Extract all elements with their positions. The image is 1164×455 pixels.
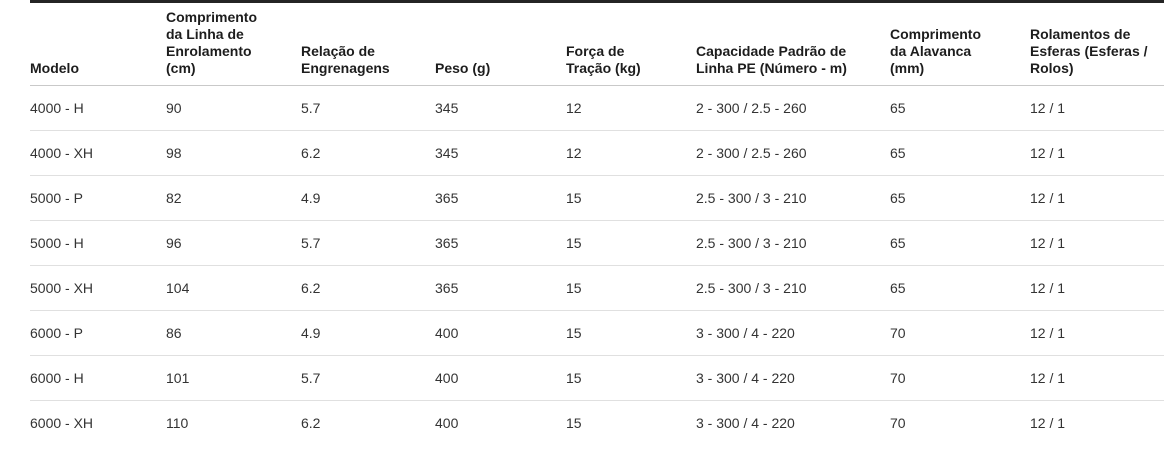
cell: 12 / 1 xyxy=(1030,356,1164,401)
cell: 365 xyxy=(435,266,566,311)
column-header-2: Comprimento da Linha de Enrolamento (cm) xyxy=(166,2,301,86)
cell: 110 xyxy=(166,401,301,446)
model-cell: 4000 - H xyxy=(30,100,84,116)
cell: 82 xyxy=(166,176,301,221)
cell: 15 xyxy=(566,401,696,446)
cell: 345 xyxy=(435,131,566,176)
cell: 400 xyxy=(435,356,566,401)
cell: 12 / 1 xyxy=(1030,131,1164,176)
cell: 12 / 1 xyxy=(1030,311,1164,356)
table-row xyxy=(30,131,1164,176)
cell: 3 - 300 / 4 - 220 xyxy=(696,356,890,401)
cell: 12 xyxy=(566,131,696,176)
model-cell: 5000 - H xyxy=(30,221,166,266)
cell: 6.2 xyxy=(301,131,435,176)
table-row xyxy=(30,221,1164,266)
cell: 70 xyxy=(890,356,1030,401)
model-cell: 6000 - XH xyxy=(30,401,166,446)
cell: 98 xyxy=(166,131,301,176)
cell: 65 xyxy=(890,266,1030,311)
cell: 65 xyxy=(890,176,1030,221)
specs-table-container xyxy=(30,0,1164,445)
column-header-5: Força de Tração (kg) xyxy=(566,2,696,86)
column-header-8: Rolamentos de Esferas (Esferas / Rolos) xyxy=(1030,2,1164,86)
table-row xyxy=(30,176,1164,221)
cell: 96 xyxy=(166,221,301,266)
cell: 12 / 1 xyxy=(1030,176,1164,221)
cell: 15 xyxy=(566,221,696,266)
cell: 5.7 xyxy=(301,356,435,401)
column-header-4: Peso (g) xyxy=(435,2,566,86)
cell: 365 xyxy=(435,176,566,221)
cell: 86 xyxy=(166,311,301,356)
cell: 65 xyxy=(890,100,906,116)
cell: 345 xyxy=(435,100,459,116)
cell: 2 - 300 / 2.5 - 260 xyxy=(696,131,890,176)
cell: 15 xyxy=(566,266,696,311)
table-row xyxy=(30,356,1164,401)
cell: 12 / 1 xyxy=(1030,100,1066,116)
cell: 65 xyxy=(890,131,1030,176)
cell: 15 xyxy=(566,311,696,356)
table-row xyxy=(30,401,1164,446)
cell: 15 xyxy=(566,176,696,221)
cell: 2.5 - 300 / 3 - 210 xyxy=(696,221,890,266)
cell: 4.9 xyxy=(301,311,435,356)
cell: 65 xyxy=(890,221,1030,266)
cell: 400 xyxy=(435,401,566,446)
cell: 2 - 300 / 2.5 - 260 xyxy=(696,100,807,116)
model-cell: 6000 - H xyxy=(30,356,166,401)
column-header-1: Modelo xyxy=(30,2,166,86)
cell: 4.9 xyxy=(301,176,435,221)
cell: 104 xyxy=(166,266,301,311)
cell: 12 / 1 xyxy=(1030,266,1164,311)
cell: 70 xyxy=(890,401,1030,446)
table-row xyxy=(30,266,1164,311)
cell: 3 - 300 / 4 - 220 xyxy=(696,311,890,356)
cell: 2.5 - 300 / 3 - 210 xyxy=(696,266,890,311)
header-row xyxy=(30,2,1164,86)
table-body xyxy=(30,86,1164,446)
table-row xyxy=(30,86,1164,131)
cell: 5.7 xyxy=(301,221,435,266)
table-row xyxy=(30,311,1164,356)
model-cell: 6000 - P xyxy=(30,311,166,356)
cell: 3 - 300 / 4 - 220 xyxy=(696,401,890,446)
cell: 90 xyxy=(166,100,182,116)
cell: 12 xyxy=(566,100,582,116)
model-cell: 4000 - XH xyxy=(30,131,166,176)
cell: 6.2 xyxy=(301,401,435,446)
cell: 2.5 - 300 / 3 - 210 xyxy=(696,176,890,221)
cell: 400 xyxy=(435,311,566,356)
cell: 101 xyxy=(166,356,301,401)
cell: 12 / 1 xyxy=(1030,221,1164,266)
cell: 70 xyxy=(890,311,1030,356)
model-cell: 5000 - XH xyxy=(30,266,166,311)
column-header-3: Relação de Engrenagens xyxy=(301,2,435,86)
column-header-6: Capacidade Padrão de Linha PE (Número - m) xyxy=(696,2,890,86)
specs-table xyxy=(30,0,1164,445)
cell: 6.2 xyxy=(301,266,435,311)
model-cell: 5000 - P xyxy=(30,176,166,221)
column-header-7: Comprimento da Alavanca (mm) xyxy=(890,2,1030,86)
cell: 5.7 xyxy=(301,100,321,116)
cell: 365 xyxy=(435,221,566,266)
cell: 12 / 1 xyxy=(1030,401,1164,446)
cell: 15 xyxy=(566,356,696,401)
